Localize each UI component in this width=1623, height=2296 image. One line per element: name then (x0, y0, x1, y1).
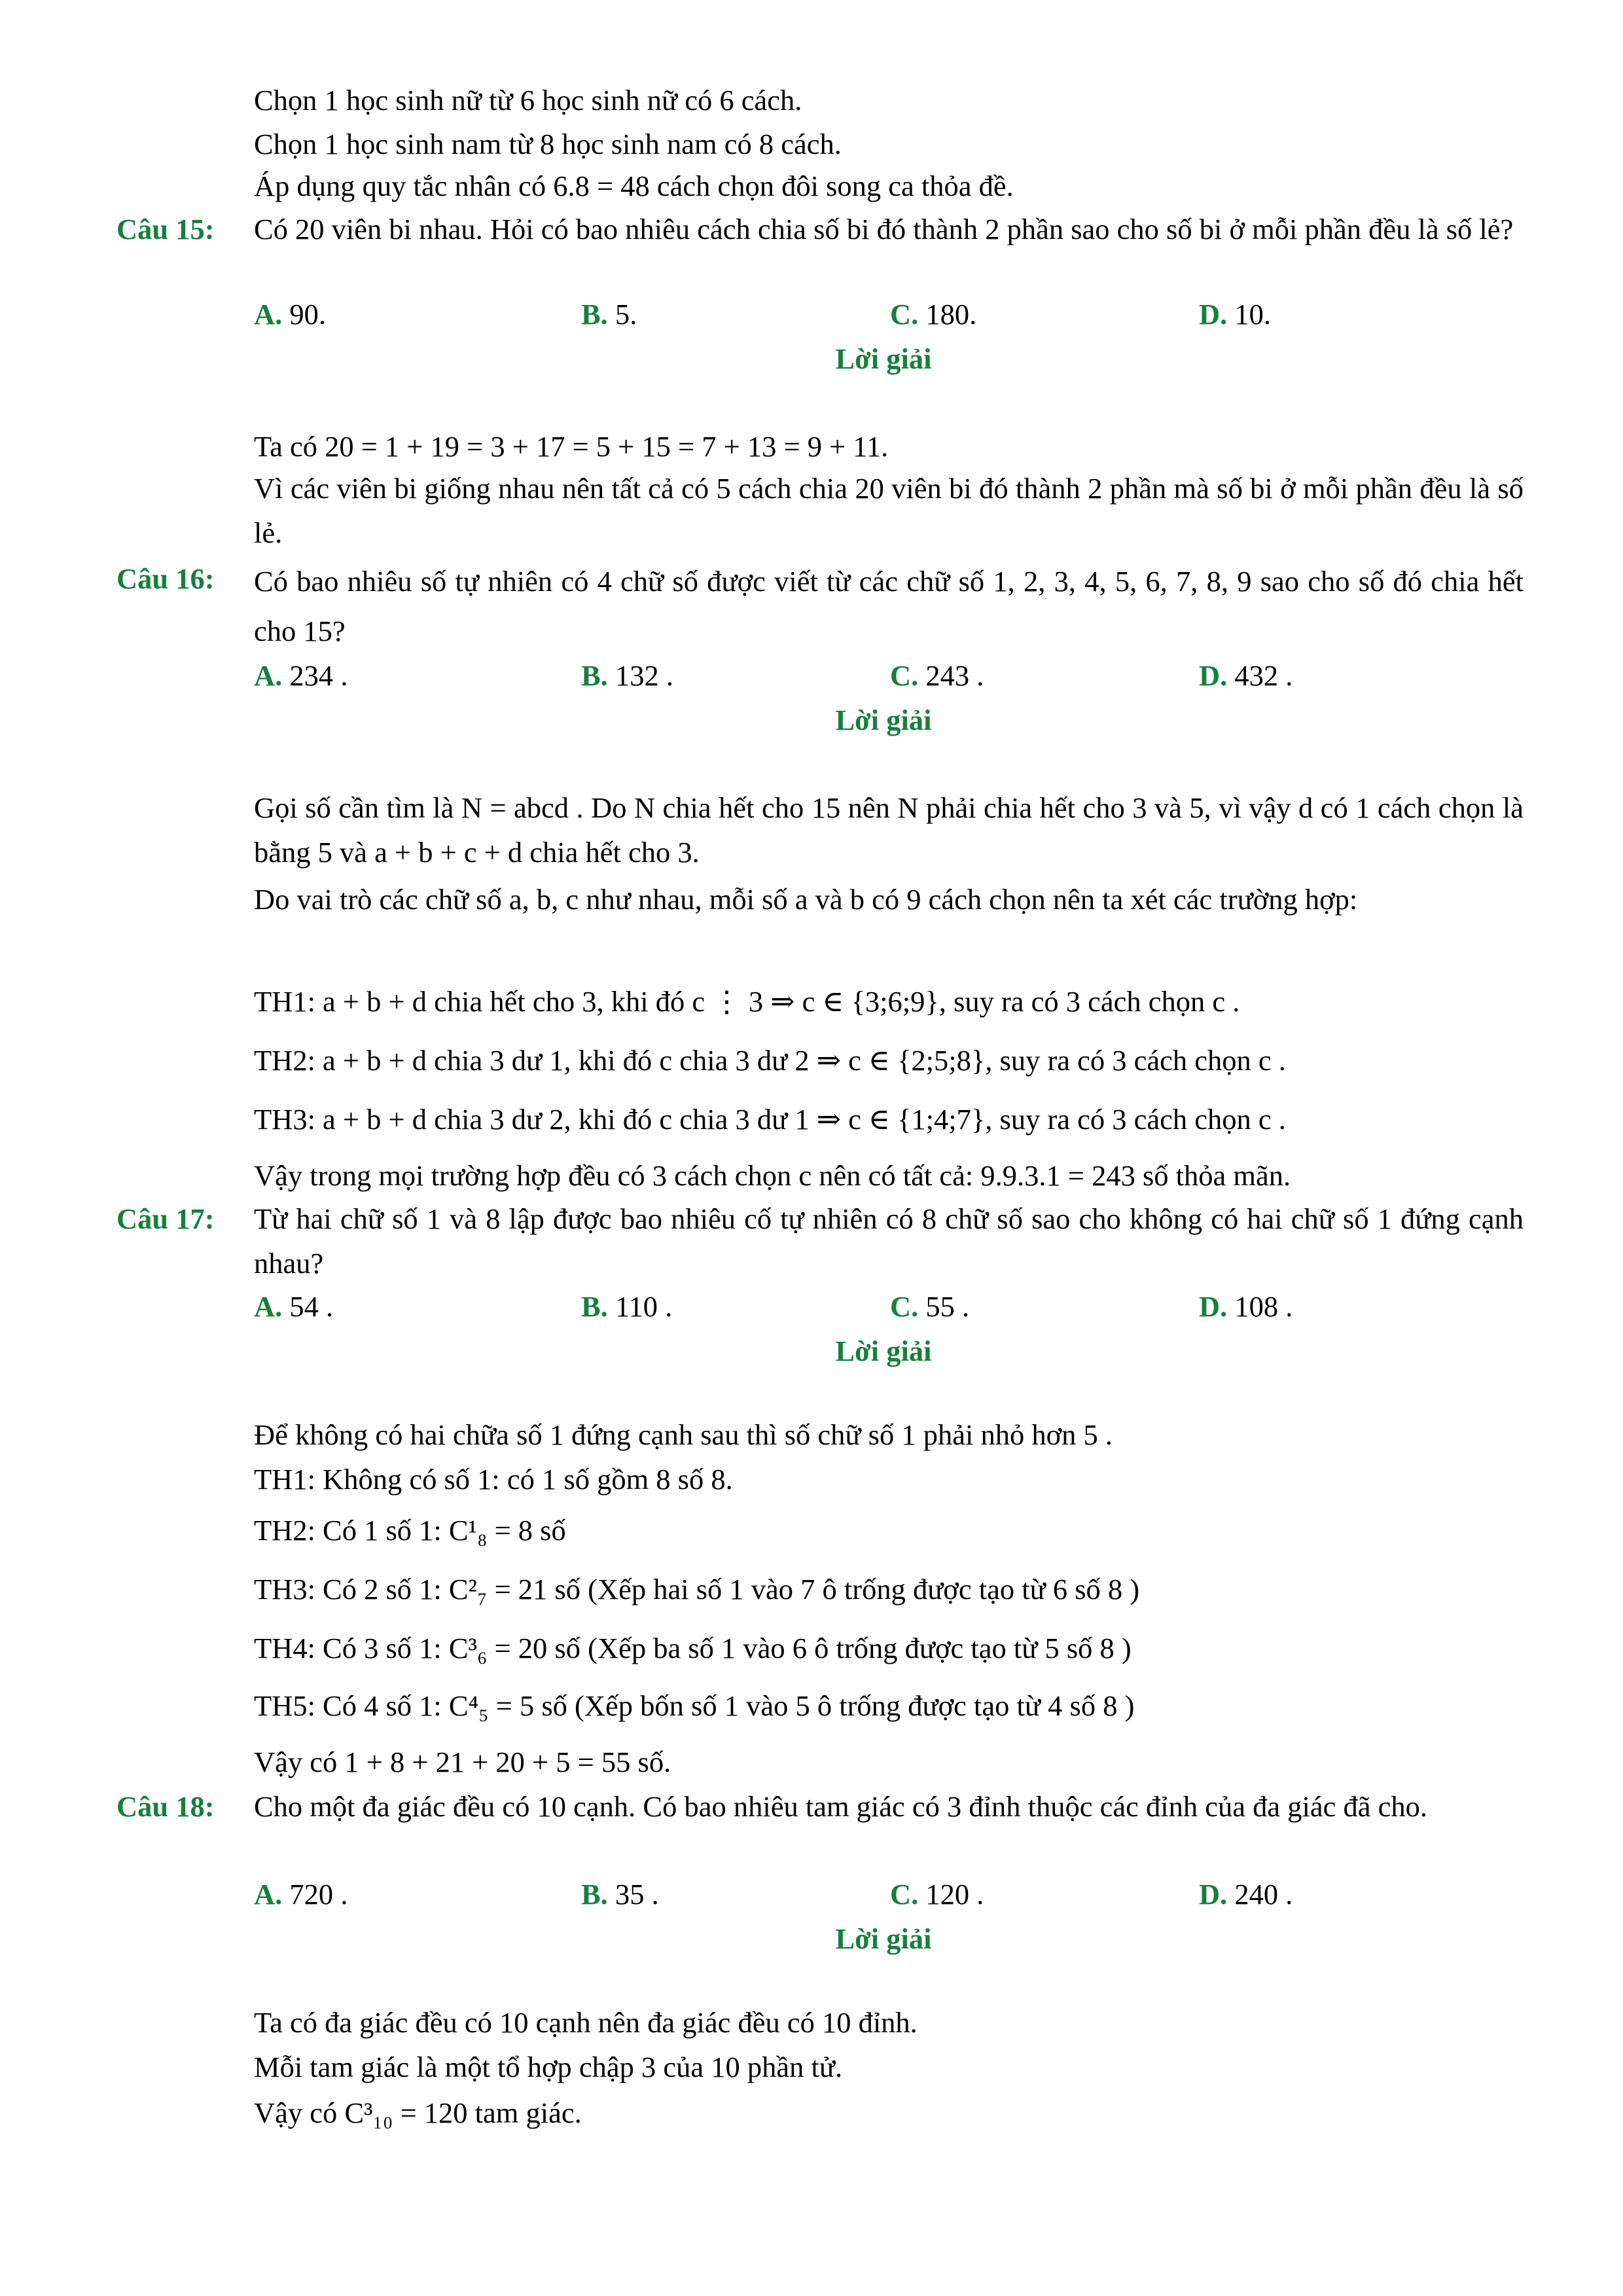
case-line: TH3: a + b + d chia 3 dư 2, khi đó c chia 3 dư 1 ⇒ c ∈ {1;4;7}, suy ra có 3 cách chọn c . (254, 1103, 1286, 1136)
conclusion-line: Vậy có C³₁₀ = 120 tam giác. (254, 2096, 582, 2129)
case-line: TH3: Có 2 số 1: C²₇ = 21 số (Xếp hai số 1 vào 7 ô trống được tạo từ 6 số 8 ) (254, 1573, 1140, 1605)
option-d: D. 240 . (1199, 1878, 1293, 1910)
question-text: Có bao nhiêu số tự nhiên có 4 chữ số được viết từ các chữ số 1, 2, 3, 4, 5, 6, 7, 8, 9 sao cho số đó chia hết cho 15? (254, 565, 1524, 647)
option-b: B. 110 . (581, 1290, 673, 1323)
option-a: A. 234 . (254, 659, 348, 692)
option-b: B. 35 . (581, 1878, 659, 1910)
question-text: Cho một đa giác đều có 10 cạnh. Có bao nhiêu tam giác có 3 đỉnh thuộc các đỉnh của đa giác đã cho. (254, 1790, 1428, 1823)
option-c: C. 55 . (890, 1290, 970, 1323)
option-a: A. 720 . (254, 1878, 348, 1910)
question-label: Câu 16: (116, 562, 215, 595)
solution-heading: Lời giải (835, 342, 932, 375)
case-line: TH4: Có 3 số 1: C³₆ = 20 số (Xếp ba số 1 vào 6 ô trống được tạo từ 5 số 8 ) (254, 1632, 1132, 1664)
question-text: Từ hai chữ số 1 và 8 lập được bao nhiêu cố tự nhiên có 8 chữ số sao cho không có hai chữ số 1 đứng cạnh nhau? (254, 1202, 1524, 1280)
option-b: B. 132 . (581, 659, 673, 692)
intro-line: Chọn 1 học sinh nam từ 8 học sinh nam có 8 cách. (254, 128, 842, 160)
question-label: Câu 17: (116, 1202, 215, 1235)
option-c: C. 180. (890, 298, 977, 331)
question-text: Có 20 viên bi nhau. Hỏi có bao nhiêu cách chia số bi đó thành 2 phần sao cho số bi ở mỗi phần đều là số lẻ? (254, 213, 1514, 245)
intro-line: Áp dụng quy tắc nhân có 6.8 = 48 cách chọn đôi song ca thỏa đề. (254, 170, 1014, 202)
case-line: TH1: Không có số 1: có 1 số gồm 8 số 8. (254, 1463, 733, 1496)
case-line: TH5: Có 4 số 1: C⁴₅ = 5 số (Xếp bốn số 1 vào 5 ô trống được tạo từ 4 số 8 ) (254, 1689, 1135, 1722)
case-line: TH2: a + b + d chia 3 dư 1, khi đó c chia 3 dư 2 ⇒ c ∈ {2;5;8}, suy ra có 3 cách chọn c . (254, 1044, 1286, 1077)
option-d: D. 432 . (1199, 659, 1293, 692)
solution-heading: Lời giải (835, 1335, 932, 1367)
option-c: C. 243 . (890, 659, 984, 692)
case-line: TH1: a + b + d chia hết cho 3, khi đó c ⋮ 3 ⇒ c ∈ {3;6;9}, suy ra có 3 cách chọn c . (254, 985, 1240, 1018)
solution-line: Mỗi tam giác là một tổ hợp chập 3 của 10 phần tử. (254, 2051, 843, 2083)
conclusion-line: Vậy trong mọi trường hợp đều có 3 cách chọn c nên có tất cả: 9.9.3.1 = 243 số thỏa mãn. (254, 1159, 1291, 1192)
option-d: D. 108 . (1199, 1290, 1293, 1323)
option-a: A. 54 . (254, 1290, 334, 1323)
option-c: C. 120 . (890, 1878, 984, 1910)
solution-line: Ta có đa giác đều có 10 cạnh nên đa giác đều có 10 đỉnh. (254, 2006, 918, 2039)
solution-line: Vì các viên bi giống nhau nên tất cả có 5 cách chia 20 viên bi đó thành 2 phần mà số bi ở mỗi phần đều là số lẻ. (254, 472, 1524, 549)
option-b: B. 5. (581, 298, 637, 331)
question-label: Câu 18: (116, 1790, 215, 1823)
solution-line: Do vai trò các chữ số a, b, c như nhau, mỗi số a và b có 9 cách chọn nên ta xét các trường hợp: (254, 883, 1358, 916)
conclusion-line: Vậy có 1 + 8 + 21 + 20 + 5 = 55 số. (254, 1746, 671, 1778)
solution-line: Để không có hai chữa số 1 đứng cạnh sau thì số chữ số 1 phải nhỏ hơn 5 . (254, 1418, 1113, 1451)
option-d: D. 10. (1199, 298, 1272, 331)
case-line: TH2: Có 1 số 1: C¹₈ = 8 số (254, 1514, 566, 1547)
option-a: A. 90. (254, 298, 327, 331)
solution-line: Ta có 20 = 1 + 19 = 3 + 17 = 5 + 15 = 7 + 13 = 9 + 11. (254, 430, 889, 463)
intro-line: Chọn 1 học sinh nữ từ 6 học sinh nữ có 6 cách. (254, 84, 802, 117)
solution-line: Gọi số cần tìm là N = abcd . Do N chia hết cho 15 nên N phải chia hết cho 3 và 5, vì vậy d có 1 cách chọn là bằng 5 và a + b + c + d chia hết cho 3. (254, 791, 1524, 869)
solution-heading: Lời giải (835, 1922, 932, 1955)
question-label: Câu 15: (116, 213, 215, 245)
solution-heading: Lời giải (835, 704, 932, 736)
